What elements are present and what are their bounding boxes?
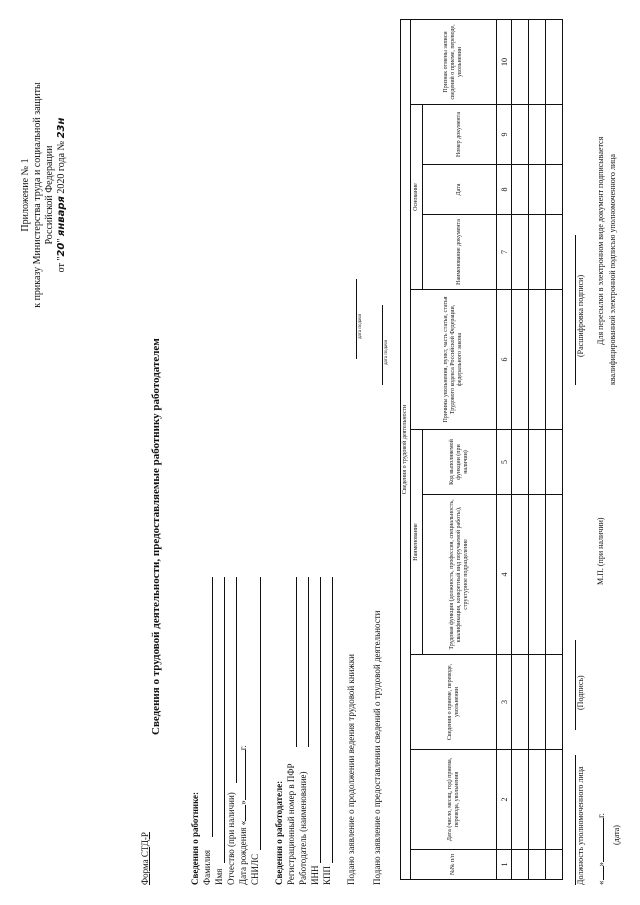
col-number: 8 — [497, 165, 512, 215]
table-cell[interactable] — [512, 19, 529, 104]
col-header-doc-name: Наименование документа — [423, 215, 497, 290]
table-cell[interactable] — [529, 655, 546, 750]
table-cell[interactable] — [529, 105, 546, 165]
worker-patronymic-label: Отчество (при наличии) — [226, 792, 236, 885]
appendix-line-2: к приказу Министерства труда и социальной защиты — [32, 82, 43, 308]
employment-table — [400, 19, 563, 880]
table-cell[interactable] — [529, 165, 546, 215]
appendix-date-mid: " — [56, 238, 67, 243]
col-header-name: Наименование — [411, 430, 423, 655]
employer-name-line — [308, 577, 309, 747]
table-cell[interactable] — [546, 19, 563, 104]
worker-name-label: Имя — [214, 868, 224, 885]
table-cell[interactable] — [529, 750, 546, 850]
worker-surname-label: Фамилия — [202, 849, 212, 885]
statement-book-date-line — [356, 279, 357, 359]
col-header-basis: Основание — [411, 105, 423, 290]
footer-date-line — [596, 813, 606, 885]
birth-mid: » — [238, 800, 248, 805]
form-label: Форма СТД-Р — [140, 832, 150, 885]
appendix-line-1: Приложение № 1 — [20, 158, 31, 232]
col-number: 3 — [497, 655, 512, 750]
col-number: 2 — [497, 750, 512, 850]
footer-decoding: (Расшифровка подписи) — [576, 274, 585, 357]
col-number: 10 — [497, 19, 512, 104]
footer-position-line — [575, 755, 576, 885]
col-number: 7 — [497, 215, 512, 290]
footer-stamp: М.П. (при наличии) — [596, 517, 605, 585]
table-cell[interactable] — [546, 495, 563, 655]
col-header-info: Сведения о приеме, переводе, увольнении — [411, 655, 497, 750]
col-header-doc-num: Номер документа — [423, 105, 497, 165]
footer-signature: (Подпись) — [576, 675, 585, 710]
appendix-number: 23н — [56, 117, 67, 139]
table-cell[interactable] — [529, 430, 546, 495]
table-cell[interactable] — [546, 290, 563, 430]
footer-electronic-line-1: Для пересылки в электронном виде документ подписывается — [596, 136, 605, 345]
col-number: 1 — [497, 850, 512, 880]
table-cell[interactable] — [546, 105, 563, 165]
table-cell[interactable] — [529, 215, 546, 290]
appendix-year: 2020 года № — [56, 140, 67, 194]
table-row — [512, 19, 529, 879]
table-row — [546, 19, 563, 879]
appendix-block — [20, 45, 68, 345]
table-cell[interactable] — [546, 430, 563, 495]
footer-date-open: « — [596, 880, 606, 885]
table-cell[interactable] — [512, 655, 529, 750]
table-cell[interactable] — [546, 655, 563, 750]
col-header-date: Дата (число, месяц, год) приема, перевода, увольнения — [411, 750, 497, 850]
employer-inn-label: ИНН — [310, 865, 320, 885]
table-cell[interactable] — [529, 850, 546, 880]
appendix-line-3: Российской Федерации — [44, 145, 55, 245]
col-header-function: Трудовая функция (должность, профессия, специальность, квалификация, конкретный вид поручаемой работы), структурное подразделение — [423, 495, 497, 655]
worker-snils-label: СНИЛС — [250, 853, 260, 885]
col-number: 4 — [497, 495, 512, 655]
worker-surname-line — [212, 577, 213, 837]
worker-heading: Сведения о работнике: — [190, 791, 200, 885]
table-cell[interactable] — [546, 165, 563, 215]
appendix-day: 20 — [56, 242, 67, 257]
statement-info: Подано заявление о предоставлении сведений о трудовой деятельности — [372, 610, 382, 885]
birth-label: Дата рождения « — [238, 820, 248, 885]
employer-pfr-label: Регистрационный номер в ПФР — [286, 763, 296, 885]
employer-name-label: Работодатель (наименование) — [298, 771, 308, 885]
col-number: 6 — [497, 290, 512, 430]
table-row — [529, 19, 546, 879]
table-cell[interactable] — [512, 215, 529, 290]
table-cell[interactable] — [546, 750, 563, 850]
worker-birth-line — [238, 745, 248, 885]
page-title: Сведения о трудовой деятельности, предоставляемые работнику работодателем — [150, 338, 162, 735]
col-header-no: №№ п/п — [411, 850, 497, 880]
table-header-main: Сведения о трудовой деятельности — [401, 19, 411, 879]
footer-position: Должность уполномоченного лица — [576, 766, 585, 885]
statement-book: Подано заявление о продолжении ведения трудовой книжки — [346, 654, 356, 885]
worker-snils-line — [260, 577, 261, 850]
col-header-reason: Причины увольнения, пункт, часть статьи, статья Трудового кодекса Российской Федерации, федерального закона — [411, 290, 497, 430]
col-number: 9 — [497, 105, 512, 165]
employer-pfr-line — [296, 577, 297, 747]
employer-heading: Сведения о работодателе: — [274, 780, 284, 885]
col-header-cancel: Признак отмены записи сведений о приеме, переводе, увольнении — [411, 19, 497, 104]
column-numbers-row — [497, 19, 512, 879]
footer-date-end: г. — [596, 813, 606, 818]
worker-patronymic-line — [236, 577, 237, 783]
employer-kpp-line — [332, 577, 333, 863]
table-cell[interactable] — [512, 850, 529, 880]
appendix-date-prefix: от " — [56, 256, 67, 273]
table-cell[interactable] — [512, 750, 529, 850]
table-cell[interactable] — [512, 430, 529, 495]
footer-date-label: (дата) — [612, 825, 621, 845]
table-cell[interactable] — [512, 105, 529, 165]
appendix-month: января — [56, 196, 67, 237]
footer-date-mid: » — [596, 862, 606, 867]
table-cell[interactable] — [546, 850, 563, 880]
col-header-code: Код выполняемой функции (при наличии) — [423, 430, 497, 495]
worker-name-line — [224, 577, 225, 863]
table-cell[interactable] — [512, 290, 529, 430]
birth-end: г. — [238, 745, 248, 751]
footer-electronic-line-2: квалифицированной электронной подписью уполномоченного лица — [608, 154, 617, 385]
table-cell[interactable] — [512, 495, 529, 655]
col-header-doc-date: Дата — [423, 165, 497, 215]
col-number: 5 — [497, 430, 512, 495]
table-cell[interactable] — [546, 215, 563, 290]
table-cell[interactable] — [529, 19, 546, 104]
employer-inn-line — [320, 577, 321, 863]
statement-book-date-hint: дата подачи — [358, 313, 363, 339]
appendix-date-line — [56, 45, 68, 345]
employer-kpp-label: КПП — [322, 865, 332, 885]
table-cell[interactable] — [529, 290, 546, 430]
table-cell[interactable] — [529, 495, 546, 655]
statement-info-date-hint: дата подачи — [384, 339, 389, 365]
statement-info-date-line — [382, 305, 383, 385]
table-cell[interactable] — [512, 165, 529, 215]
